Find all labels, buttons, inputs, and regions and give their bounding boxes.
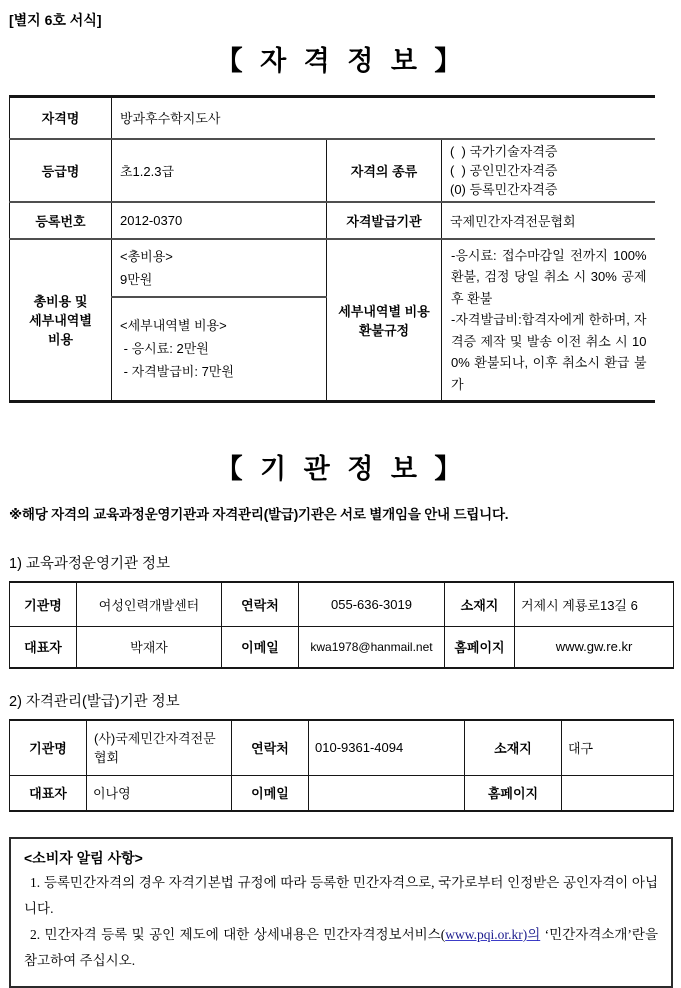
org-name-label: 기관명 — [10, 720, 87, 775]
qualification-info-title: 【 자 격 정 보 】 — [215, 46, 467, 76]
homepage-value — [562, 775, 674, 811]
ceo-value: 이나영 — [87, 775, 232, 811]
location-label: 소재지 — [465, 720, 562, 775]
consumer-notice-title: <소비자 알림 사항> — [24, 850, 143, 866]
contact-value: 055-636-3019 — [299, 582, 445, 626]
refund-paragraph: -응시료: 접수마감일 전까지 100% 환불, 검정 당일 취소 시 30% 공제 후 환불 — [451, 247, 647, 306]
consumer-notice-box — [9, 837, 673, 988]
qual-type-option: ( ) 국가기술자격증 — [450, 143, 558, 159]
homepage-label: 홈페이지 — [465, 775, 562, 811]
contact-value: 010-9361-4094 — [309, 720, 465, 775]
contact-label: 연락처 — [222, 582, 299, 626]
table-row — [10, 775, 674, 811]
section2-title: 2) 자격관리(발급)기관 정보 — [9, 694, 180, 710]
refund-rule-label-line: 환불규정 — [358, 322, 410, 338]
detail-cost-cell — [112, 297, 327, 402]
qual-name-value: 방과후수학지도사 — [112, 97, 655, 139]
consumer-notice-item-2 — [24, 922, 658, 974]
cost-label-line: 세부내역별 — [29, 313, 92, 329]
location-label: 소재지 — [445, 582, 515, 626]
pqi-website-link[interactable]: www.pqi.or.kr)의 — [445, 927, 541, 942]
location-value: 대구 — [562, 720, 674, 775]
education-org-table — [9, 581, 674, 669]
organization-note: ※해당 자격의 교육과정운영기관과 자격관리(발급)기관은 서로 별개임을 안내 드립니다. — [9, 507, 509, 522]
notice-item2-text: 2. 민간자격 등록 및 공인 제도에 대한 상세내용은 민간자격정보서비스( — [30, 927, 446, 942]
org-name-label: 기관명 — [10, 582, 77, 626]
refund-rule-text — [442, 239, 655, 402]
table-row — [10, 97, 655, 139]
email-label: 이메일 — [232, 775, 309, 811]
organization-info-title: 【 기 관 정 보 】 — [215, 454, 467, 484]
contact-label: 연락처 — [232, 720, 309, 775]
email-label: 이메일 — [222, 626, 299, 668]
qual-type-option: ( ) 공인민간자격증 — [450, 162, 558, 178]
table-row — [10, 582, 674, 626]
reg-number-value: 2012-0370 — [112, 202, 327, 239]
cost-label — [10, 239, 112, 402]
cost-label-line: 비용 — [47, 332, 74, 348]
detail-cost-heading: <세부내역별 비용> — [120, 318, 227, 334]
issuing-org-table — [9, 719, 674, 812]
homepage-value: www.gw.re.kr — [515, 626, 674, 668]
cost-label-line: 총비용 및 — [33, 294, 88, 310]
refund-paragraph: -자격발급비:합격자에게 한하며, 자격증 제작 및 발송 이전 취소 시 100% 환불되나, 이후 취소시 환급 불가 — [451, 312, 647, 392]
section1-title: 1) 교육과정운영기관 정보 — [9, 556, 171, 572]
grade-label: 등급명 — [10, 139, 112, 202]
consumer-notice-item-1: 1. 등록민간자격의 경우 자격기본법 규정에 따라 등록한 민간자격으로, 국가로부터 인정받은 공인자격이 아닙니다. — [24, 875, 658, 916]
table-row — [10, 720, 674, 775]
homepage-label: 홈페이지 — [445, 626, 515, 668]
table-row — [10, 626, 674, 668]
table-row — [10, 139, 655, 202]
ceo-label: 대표자 — [10, 626, 77, 668]
email-value: kwa1978@hanmail.net — [299, 626, 445, 668]
location-value: 거제시 계룡로13길 6 — [515, 582, 674, 626]
total-cost-cell — [112, 239, 327, 297]
total-cost-heading: <총비용> — [120, 248, 173, 264]
reg-number-label: 등록번호 — [10, 202, 112, 239]
total-cost-value: 9만원 — [120, 271, 153, 287]
ceo-label: 대표자 — [10, 775, 87, 811]
issuer-value: 국제민간자격전문협회 — [442, 202, 655, 239]
qual-type-options — [442, 139, 655, 202]
grade-value: 초1.2.3급 — [112, 139, 327, 202]
table-row — [10, 202, 655, 239]
ceo-value: 박재자 — [77, 626, 222, 668]
qual-type-option: (0) 등록민간자격증 — [450, 181, 558, 197]
table-row — [10, 239, 655, 297]
refund-rule-label-line: 세부내역별 비용 — [338, 303, 430, 319]
org-name-value: 여성인력개발센터 — [77, 582, 222, 626]
issuer-label: 자격발급기관 — [327, 202, 442, 239]
detail-cost-item: - 자격발급비: 7만원 — [120, 364, 234, 380]
qual-type-label: 자격의 종류 — [327, 139, 442, 202]
refund-rule-label — [327, 239, 442, 402]
qual-name-label: 자격명 — [10, 97, 112, 139]
detail-cost-item: - 응시료: 2만원 — [120, 341, 209, 357]
qualification-info-table — [9, 95, 655, 403]
form-number-label: [별지 6호 서식] — [9, 12, 102, 28]
email-value — [309, 775, 465, 811]
notice-item2-text: ‘민간자격소개’란을 참고하여 주십시오. — [24, 927, 658, 968]
org-name-value: (사)국제민간자격전문협회 — [87, 720, 232, 775]
